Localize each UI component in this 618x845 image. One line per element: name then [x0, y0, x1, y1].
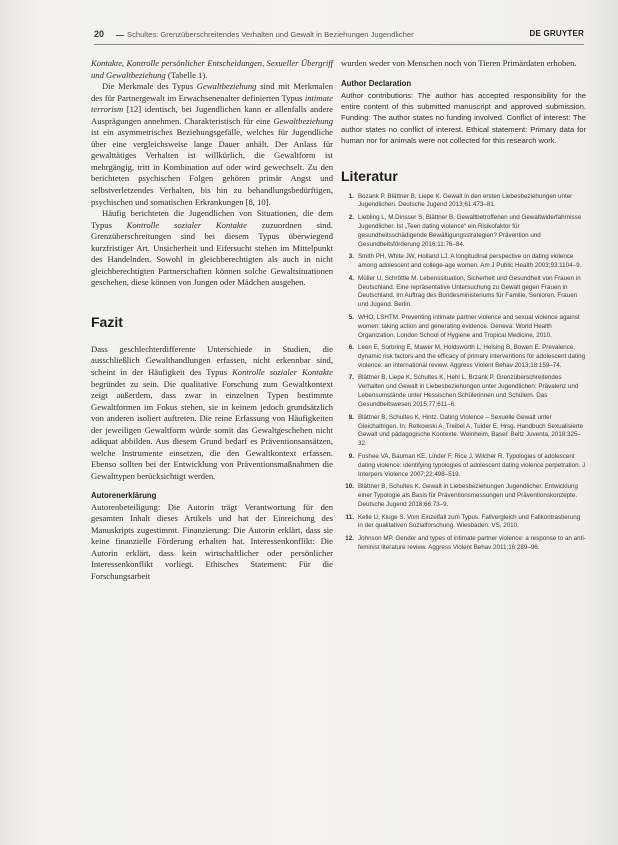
running-title: Schultes: Grenzüberschreitendes Verhalten und Gewalt in Beziehungen Jugendlicher — [116, 30, 414, 39]
reference-item: 1. Bozank P, Blättner B, Liepe K. Gewalt in den ersten Liebesbeziehungen unter Jugendlichen. Deutsche Jugend 2013;61:473–81. — [348, 192, 573, 209]
reference-item: 6. Leen E, Sorbring E, Mawer M, Holdsworth L, Helsing B, Bowen E. Prevalence, dynamic risk factors and the efficacy of primary interventions for adolescent dating violence: an international review. Aggress Violent Behav 2013;18:159–74. — [348, 344, 586, 369]
subsection-heading-autorenerklaerung: Autorenerklärung — [91, 490, 157, 500]
paragraph: Die Merkmale des Typus Gewaltbeziehung sind mit Merkmalen des für Partnergewalt im Erwachsenenalter definierten Typus intimate terrorism [12] identisch, bei Jugendlichen kann er allenfalls andere Ausprägungen annehmen. Charakteristisch für eine Gewaltbeziehung ist ein asymmetrisches Beziehungsgefälle, welches für Jugendliche über eine vergleichsweise lange Dauer anhält. Der Anlass für gewalttätiges Verhalten ist willkürlich, die Gewaltform ist mehrgängig, tritt in Kombination auf oder wird gewechselt. Zu den berichteten psychischen Folgen gehören primär Angst und selbstverletzendes Verhalten, bis hin zu behandlungsbedürftigen, psychischen und somatischen Erkrankungen [8, 10]. — [91, 81, 333, 207]
reference-item: 7. Blättner B, Liepe K, Schultes K, Hehl L, Brzank P. Grenzüberschreitendes Verhalten und Gewalt in Liebesbeziehungen unter Jugendlichen: Prävalenz und Lebensumstände unter Hessischen Schülerinnen und Schülern. Das Gesundheitswesen 2015;77:611–6. — [348, 374, 579, 409]
paragraph: wurden weder von Menschen noch von Tieren Primärdaten erhoben. — [341, 58, 577, 68]
reference-item: 12. Johnson MP. Gender and types of intimate partner violence: a response to an anti-feminist literature review. Aggress Violent Behav 2011;16:289–96. — [345, 534, 586, 551]
section-heading-literatur: Literatur — [341, 167, 398, 184]
paragraph: Häufig berichteten die Jugendlichen von Situationen, die dem Typus Kontrolle sozialer Kontakte zuzuordnen sind. Grenzüberschreitungen sind bei diesem Typus überwiegend kurzfristiger Art. Unsicherheit und Eifersucht stehen im Mittelpunkt des Handelnden. Sowohl in gleichberechtigten als auch in nicht gleichberechtigten Partnerschaften können solche Gewaltsituationen geschehen, diese können von Jungen oder Mädchen ausgehen. — [91, 208, 333, 288]
paragraph: Autorenbeteiligung: Die Autorin trägt Verantwortung für den gesamten Inhalt dieses Artikels und hat der Einreichung des Manuskripts zugestimmt. Finanzierung: Die Autorin erklärt, dass sie keine finanzielle Förderung erhalten hat. Interessenkonflikt: Die Autorin erklärt, dass kein wirtschaftlicher oder persönlicher Interessenkonflikt vorliegt. Ethisches Statement: Für die Forschungsarbeit — [91, 501, 333, 581]
subsection-heading-author-declaration: Author Declaration — [341, 78, 412, 88]
section-heading-fazit: Fazit — [91, 313, 123, 330]
reference-item: 5. WHO, LSHTM. Preventing intimate partner violence and sexual violence against women: taking action and generating evidence. Geneva: World Health Organization, London School of Hygiene and Tropical Medicine, 2010. — [348, 313, 580, 339]
paragraph: Author contributions: The author has accepted responsibility for the entire content of this submitted manuscript and approved submission. Funding: The author states no funding involved. Conflict of interest: The author states no conflict of interest. Ethical statement: Primary data for human nor for animals were not collected for this research work. — [341, 90, 586, 146]
publisher-logo: DE GRUYTER — [529, 29, 584, 38]
page-number: 20 — [94, 29, 105, 39]
reference-item: 4. Müller U, Schröttle M. Lebenssituation, Sicherheit und Gesundheit von Frauen in Deutschland. Eine repräsentative Untersuchung zu Gewalt gegen Frauen in Deutschland. Im Auftrag des Bundesministeriums für Familie, Senioren, Frauen und Jugend. Berlin. — [348, 274, 581, 309]
running-header — [94, 26, 584, 45]
reference-item: 9. Foshee VA, Bauman KE, Linder F, Rice J, Wilcher R. Typologies of adolescent dating violence: identifying typologies of adolescent dating violence perpetration. J Interpers Violence 2007;22:498–519. — [348, 452, 586, 478]
reference-list — [341, 193, 586, 553]
reference-item: 10. Blättner B, Schultes K. Gewalt in Liebesbeziehungen Jugendlicher. Entwicklung einer Typologie als Basis für Präventionsmessungen und Präventionskonzepte. Deutsche Jugend 2018;66:73–9. — [345, 483, 578, 509]
reference-item: 8. Blättner B, Schultes K, Hintz. Dating Violence – Sexuelle Gewalt unter Gleichaltrigen. In: Retkowski A, Treibel A, Tuider E, Hrsg. Handbuch Sexualisierte Gewalt und pädagogische Kontexte. Weinheim, Basel: Beltz Juventa, 2018:325–32. — [348, 413, 584, 448]
reference-item: 11. Kelle U, Kluge S. Vom Einzelfall zum Typus. Fallvergleich und Fallkontrastierung in der qualitativen Sozialforschung. Wiesbaden: VS, 2010. — [345, 513, 581, 530]
left-column — [91, 58, 333, 582]
reference-item: 3. Smith PH, White JW, Holland LJ. A longitudinal perspective on dating violence among adolescent and college-age women. Am J Public Health 2003;93:1104–9. — [348, 253, 582, 270]
reference-item: 2. Liebling L, M.Dinsser S, Blättner B. Gewaltbetroffenen und Gewaltwiderfahrnisse Jugendlicher. Ist „Teen dating violence“ ein Risikofaktor für gesundheitsschädigende Bewältigungsstrategien? Prävention und Gesundheitsförderung 2016;11:76–84. — [348, 213, 582, 248]
right-column — [341, 58, 586, 556]
paragraph: Kontakte, Kontrolle persönlicher Entscheidungen, Sexueller Übergriff und Gewaltbeziehung (Tabelle 1). — [91, 58, 333, 80]
paragraph: Dass geschlechterdifferente Unterschiede in Studien, die ausschließlich Gewalthandlungen erfassen, nicht erkennbar sind, scheint in der Häufigkeit des Typus Kontrolle sozialer Kontakte begründet zu sein. Die qualitative Forschung zum Gewaltkontext zeigt außerdem, dass zwar in einzelnen Typen bestimmte Gewaltformen im Fokus stehen, sie in keinem jedoch grundsätzlich von anderen isoliert auftreten. Die reine Erfassung von Häufigkeiten der jeweiligen Gewaltform würde somit das Gewaltgeschehen nicht adäquat abbilden. Aus diesem Grund bedarf es Präventionsansätzen, welche Instrumente einsetzen, die den Gewaltkontext erfassen. Ebenso sollten bei der Entwicklung von Präventionsmaßnahmen die Gewalttypen berücksichtigt werden. — [91, 343, 333, 481]
